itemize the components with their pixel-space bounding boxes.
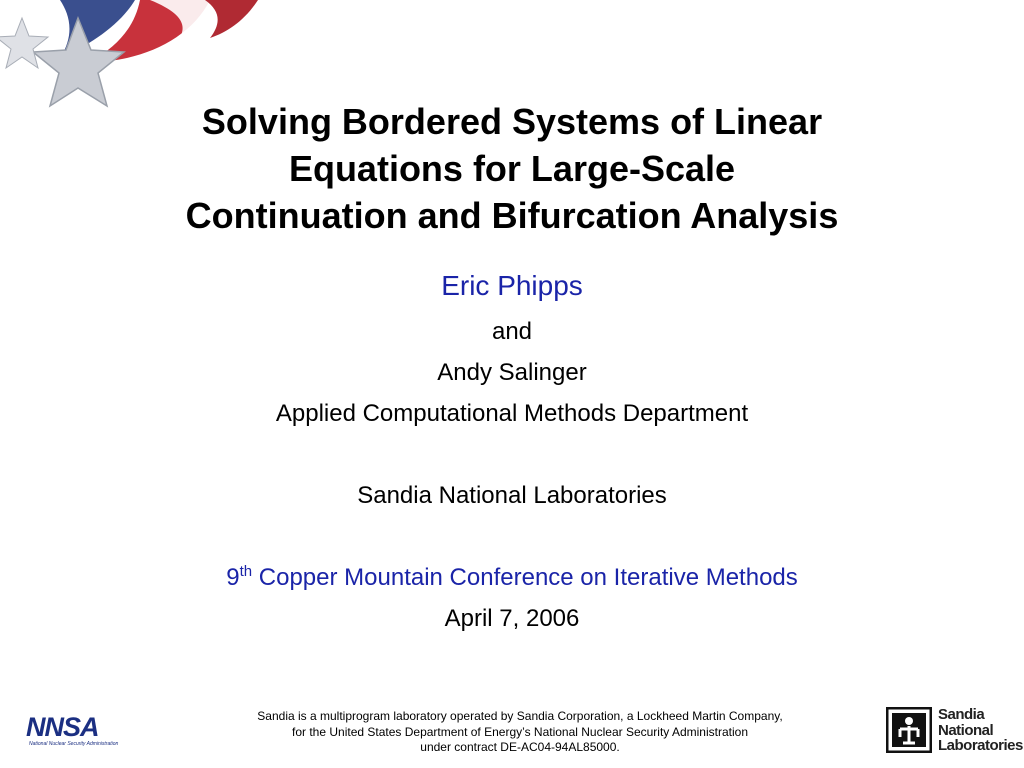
nnsa-subtitle: National Nuclear Security Administration: [29, 741, 119, 747]
sandia-line-2: National: [938, 721, 994, 739]
sandia-thunderbird-icon: [886, 707, 932, 753]
department: Applied Computational Methods Department: [275, 400, 749, 427]
footer-line-3: under contract DE-AC04-94AL85000.: [420, 740, 620, 754]
author-primary: Eric Phipps: [441, 270, 583, 301]
sandia-logo: [886, 706, 1023, 759]
nnsa-wordmark: NNSA: [26, 712, 99, 742]
star-large-icon: [33, 18, 124, 106]
footer-disclaimer: [210, 709, 830, 756]
laboratory: Sandia National Laboratories: [357, 482, 667, 509]
conference-number: 9: [226, 564, 240, 591]
author-secondary: Andy Salinger: [437, 359, 587, 386]
sandia-line-3: Laboratories: [938, 737, 1023, 754]
footer-line-1: Sandia is a multiprogram laboratory operated by Sandia Corporation, a Lockheed Martin Company,: [257, 709, 783, 723]
footer-line-2: for the United States Department of Energy’s National Nuclear Security Administration: [292, 724, 748, 739]
slide-title: [100, 98, 924, 239]
nnsa-logo: [26, 713, 128, 747]
and-connector: and: [491, 318, 533, 345]
title-line-1: Solving Bordered Systems of Linear: [201, 101, 823, 142]
conference: [0, 563, 1024, 592]
conference-name: Copper Mountain Conference on Iterative Methods: [252, 564, 798, 591]
star-small-icon: [0, 18, 48, 68]
conference-ordinal: th: [239, 563, 253, 580]
sandia-wordmark: [938, 707, 1023, 754]
title-line-3: Continuation and Bifurcation Analysis: [185, 195, 839, 236]
sandia-line-1: Sandia: [938, 706, 985, 723]
title-line-2: Equations for Large-Scale: [288, 148, 736, 189]
presentation-date: April 7, 2006: [444, 605, 580, 632]
